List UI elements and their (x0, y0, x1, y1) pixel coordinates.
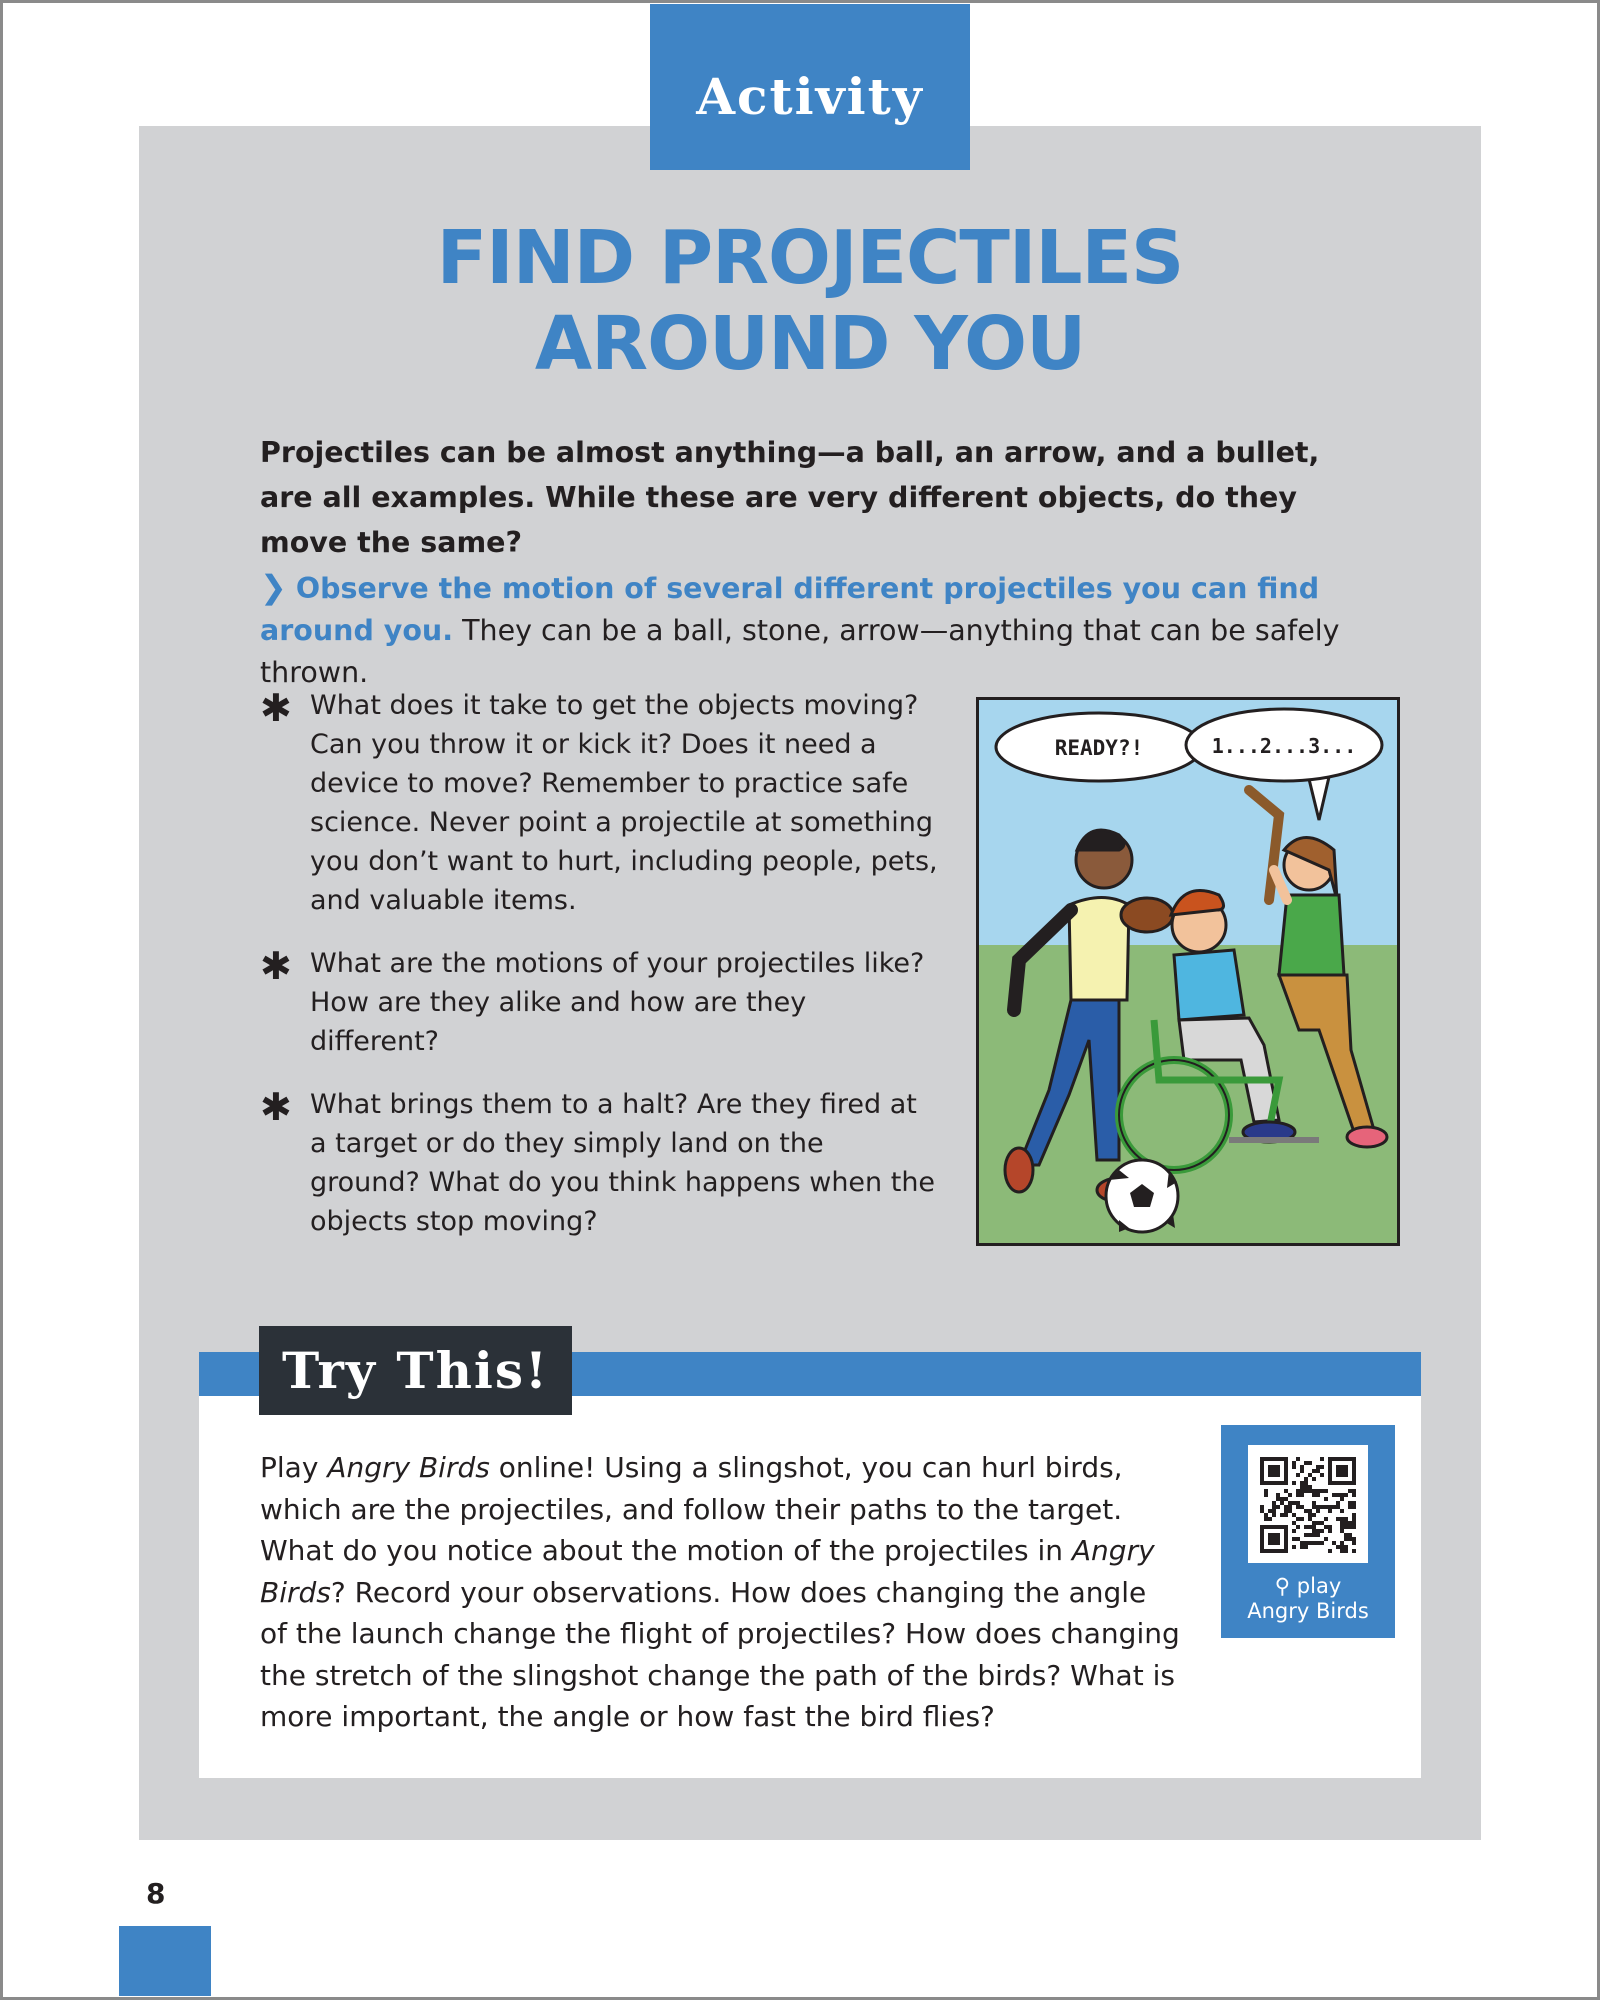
title-line-1: FIND PROJECTILES (436, 215, 1184, 301)
qr-code-icon (1248, 1445, 1368, 1563)
magnifier-icon: ⚲ (1274, 1574, 1291, 1598)
qr-caption[interactable] (1221, 1574, 1395, 1624)
chevron-right-icon: ❯ (260, 568, 287, 606)
bullet-list (260, 686, 940, 1265)
soccer-ball-icon (1106, 1160, 1178, 1232)
asterisk-bullet-icon: ✱ (260, 686, 292, 730)
page-number: 8 (146, 1877, 166, 1910)
bubble-text-ready: READY?! (1054, 736, 1144, 760)
bullet-text: What does it take to get the objects moving? Can you throw it or kick it? Does it need a device to move? Remember to practice safe science. Never point a projectile at something you don’t want to hurt, including people, pets, and valuable items. (310, 690, 938, 916)
comic-scene (979, 700, 1397, 1243)
qr-caption-line-1: play (1296, 1574, 1342, 1598)
try-text-part: ? Record your observations. How does changing the angle of the launch change the flight of projectiles? How does changing the stretch of the slingshot change the path of the birds? What is more important, the angle or how fast the bird flies? (260, 1575, 1180, 1733)
bullet-text: What are the motions of your projectiles like? How are they alike and how are they different? (310, 948, 925, 1057)
list-item (260, 944, 940, 1061)
game-title: Angry Birds (327, 1451, 490, 1484)
activity-tab (650, 4, 970, 170)
intro-paragraph: Projectiles can be almost anything—a ball, an arrow, and a bullet, are all examples. While these are very different objects, do they move the same? (260, 436, 1320, 559)
comic-illustration (976, 697, 1400, 1246)
title-line-2: AROUND YOU (534, 301, 1086, 387)
game-title: Angry Birds (260, 1534, 1155, 1609)
list-item (260, 1085, 940, 1241)
asterisk-bullet-icon: ✱ (260, 1085, 292, 1129)
bullet-text: What brings them to a halt? Are they fired at a target or do they simply land on the ground? What do you think happens when the objects stop moving? (310, 1089, 936, 1237)
qr-link-card[interactable] (1221, 1425, 1395, 1638)
try-text-part: Play (260, 1451, 328, 1484)
try-this-heading: Try This! (281, 1341, 550, 1400)
qr-code[interactable] (1248, 1445, 1368, 1563)
corner-accent (119, 1926, 211, 1996)
observe-paragraph (260, 566, 1360, 694)
try-text-part: online! Using a slingshot, you can hurl birds, which are the projectiles, and follow their paths to the target. What do you notice about the motion of the projectiles in (260, 1451, 1123, 1567)
football-icon (1121, 898, 1173, 932)
observe-rest: They can be a ball, stone, arrow—anything that can be safely thrown. (260, 614, 1340, 689)
try-this-label (259, 1326, 572, 1415)
page-title (200, 215, 1420, 387)
list-item (260, 686, 940, 920)
observe-lead: Observe the motion of several different projectiles you can find around you. (260, 572, 1320, 647)
activity-tab-label: Activity (696, 66, 924, 126)
try-this-text (260, 1447, 1180, 1738)
speech-bubble-ready (996, 713, 1202, 781)
asterisk-bullet-icon: ✱ (260, 944, 292, 988)
qr-caption-line-2: Angry Birds (1247, 1599, 1369, 1623)
bubble-text-count: 1...2...3... (1211, 734, 1357, 758)
